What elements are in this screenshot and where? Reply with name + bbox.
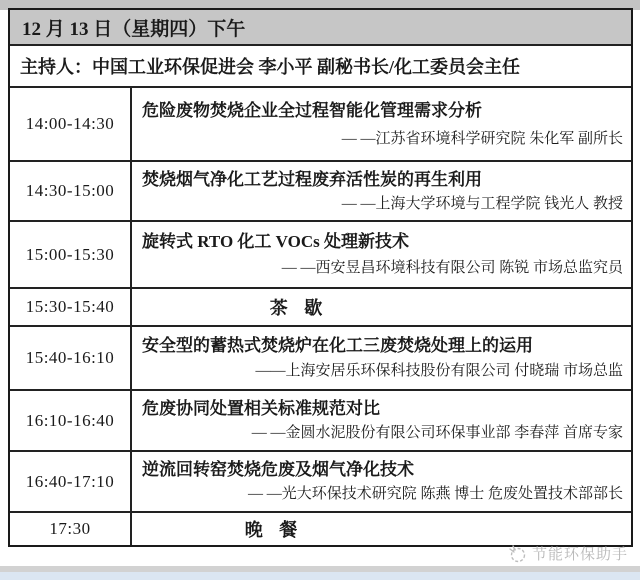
table-row bbox=[10, 450, 631, 511]
time-cell: 14:30-15:00 bbox=[10, 162, 132, 220]
session-title: 危废协同处置相关标准规范对比 bbox=[142, 399, 380, 419]
time-cell: 16:10-16:40 bbox=[10, 391, 132, 450]
session-cell bbox=[132, 327, 631, 389]
agenda-table bbox=[8, 8, 633, 547]
moderator-text: 主持人：中国工业环保促进会 李小平 副秘书长/化工委员会主任 bbox=[20, 57, 520, 77]
session-title: 焚烧烟气净化工艺过程废弃活性炭的再生利用 bbox=[142, 169, 482, 189]
watermark-text: 节能环保助手 bbox=[531, 547, 628, 563]
time-cell: 16:40-17:10 bbox=[10, 452, 132, 511]
session-title: 逆流回转窑焚烧危废及烟气净化技术 bbox=[142, 460, 414, 480]
time-cell: 15:00-15:30 bbox=[10, 222, 132, 287]
session-speaker: — —西安昱昌环境科技有限公司 陈锐 市场总监究员 bbox=[281, 260, 623, 277]
table-row bbox=[10, 220, 631, 287]
time-cell: 15:40-16:10 bbox=[10, 327, 132, 389]
session-speaker: — —金圆水泥股份有限公司环保事业部 李春萍 首席专家 bbox=[251, 425, 623, 442]
session-cell bbox=[132, 452, 631, 511]
table-row-dinner bbox=[10, 511, 631, 545]
dinner-label: 晚 餐 bbox=[244, 520, 304, 540]
session-cell bbox=[132, 222, 631, 287]
session-title: 旋转式 RTO 化工 VOCs 处理新技术 bbox=[142, 232, 409, 252]
session-speaker: — —江苏省环境科学研究院 朱化军 副所长 bbox=[341, 130, 623, 147]
table-row bbox=[10, 86, 631, 160]
session-cell bbox=[132, 391, 631, 450]
session-cell bbox=[132, 162, 631, 220]
time-cell: 17:30 bbox=[10, 513, 132, 545]
break-cell bbox=[132, 513, 631, 545]
tea-break-label: 茶 歇 bbox=[269, 298, 329, 318]
time-cell: 14:00-14:30 bbox=[10, 88, 132, 160]
moderator-row bbox=[10, 44, 631, 86]
session-title: 危险废物焚烧企业全过程智能化管理需求分析 bbox=[142, 100, 482, 120]
session-title: 安全型的蓄热式焚烧炉在化工三废焚烧处理上的运用 bbox=[142, 336, 533, 356]
session-speaker: ——上海安居乐环保科技股份有限公司 付晓瑞 市场总监 bbox=[255, 363, 623, 380]
table-row bbox=[10, 325, 631, 389]
session-cell bbox=[132, 88, 631, 160]
table-row bbox=[10, 389, 631, 450]
table-row-tea-break bbox=[10, 287, 631, 325]
agenda-date-header bbox=[10, 10, 631, 44]
table-row bbox=[10, 160, 631, 220]
time-cell: 15:30-15:40 bbox=[10, 289, 132, 325]
session-speaker: — —上海大学环境与工程学院 钱光人 教授 bbox=[341, 195, 623, 212]
page-bottom-blue-strip bbox=[0, 572, 640, 580]
break-cell bbox=[132, 289, 631, 325]
agenda-date-text: 12 月 13 日（星期四）下午 bbox=[22, 18, 246, 40]
session-speaker: — —光大环保技术研究院 陈燕 博士 危废处置技术部部长 bbox=[247, 486, 623, 503]
